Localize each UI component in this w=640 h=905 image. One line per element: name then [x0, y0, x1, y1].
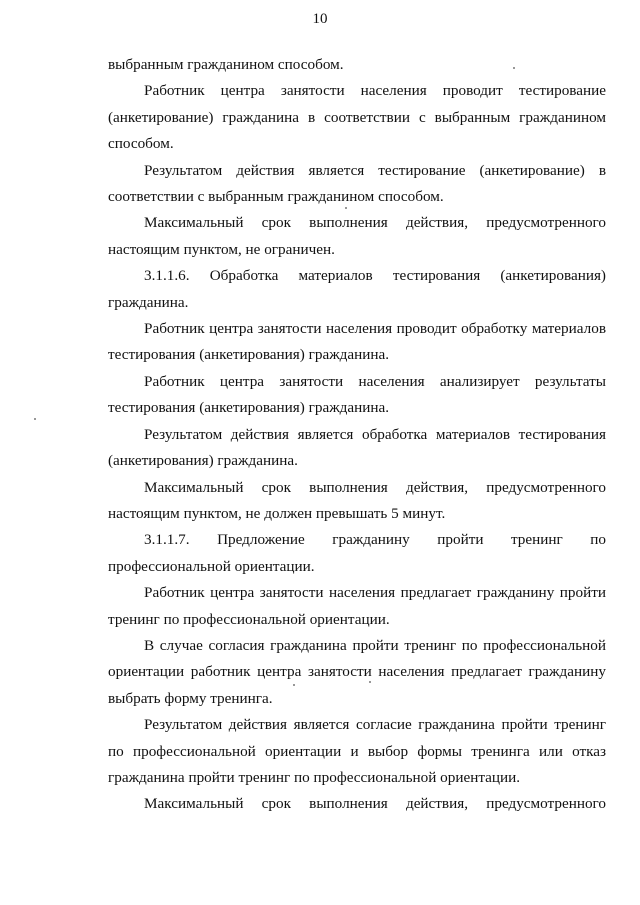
section-heading-3-1-1-7: 3.1.1.7. Предложение гражданину пройти тренинг по профессиональной ориентации.: [108, 531, 606, 575]
paragraph-3: Результатом действия является тестирование (анкетирование) в соответствии с выбранным гражданином способом.: [108, 161, 606, 206]
paragraph-8: Результатом действия является обработка материалов тестирования (анкетирования) гражданина.: [108, 425, 606, 470]
document-body: [108, 52, 606, 818]
paragraph-13: Результатом действия является согласие гражданина пройти тренинг по профессиональной ориентации и выбор формы тренинга или отказ гражданина пройти тренинг по профессиональной ориентации.: [108, 716, 606, 786]
scan-speck: [34, 418, 36, 420]
paragraph-2: Работник центра занятости населения проводит тестирование (анкетирование) гражданина в соответствии с выбранным гражданином способом.: [108, 82, 606, 153]
paragraph-14: Максимальный срок выполнения действия, предусмотренного: [144, 795, 606, 813]
paragraph-6: Работник центра занятости населения проводит обработку материалов тестирования (анкетирования) гражданина.: [108, 320, 606, 364]
paragraph-1: выбранным гражданином способом.: [108, 56, 344, 73]
page-number: 10: [312, 11, 328, 27]
section-heading-3-1-1-6: 3.1.1.6. Обработка материалов тестирования (анкетирования) гражданина.: [108, 267, 606, 311]
paragraph-11: Работник центра занятости населения предлагает гражданину пройти тренинг по профессиональной ориентации.: [108, 584, 606, 628]
paragraph-9: Максимальный срок выполнения действия, предусмотренного настоящим пунктом, не должен превышать 5 минут.: [108, 478, 606, 522]
paragraph-4: Максимальный срок выполнения действия, предусмотренного настоящим пунктом, не ограничен.: [108, 214, 606, 258]
paragraph-7: Работник центра занятости населения анализирует результаты тестирования (анкетирования) гражданина.: [108, 372, 606, 417]
paragraph-12: В случае согласия гражданина пройти тренинг по профессиональной ориентации работник центра занятости населения предлагает гражданину выбрать форму тренинга.: [108, 636, 606, 707]
